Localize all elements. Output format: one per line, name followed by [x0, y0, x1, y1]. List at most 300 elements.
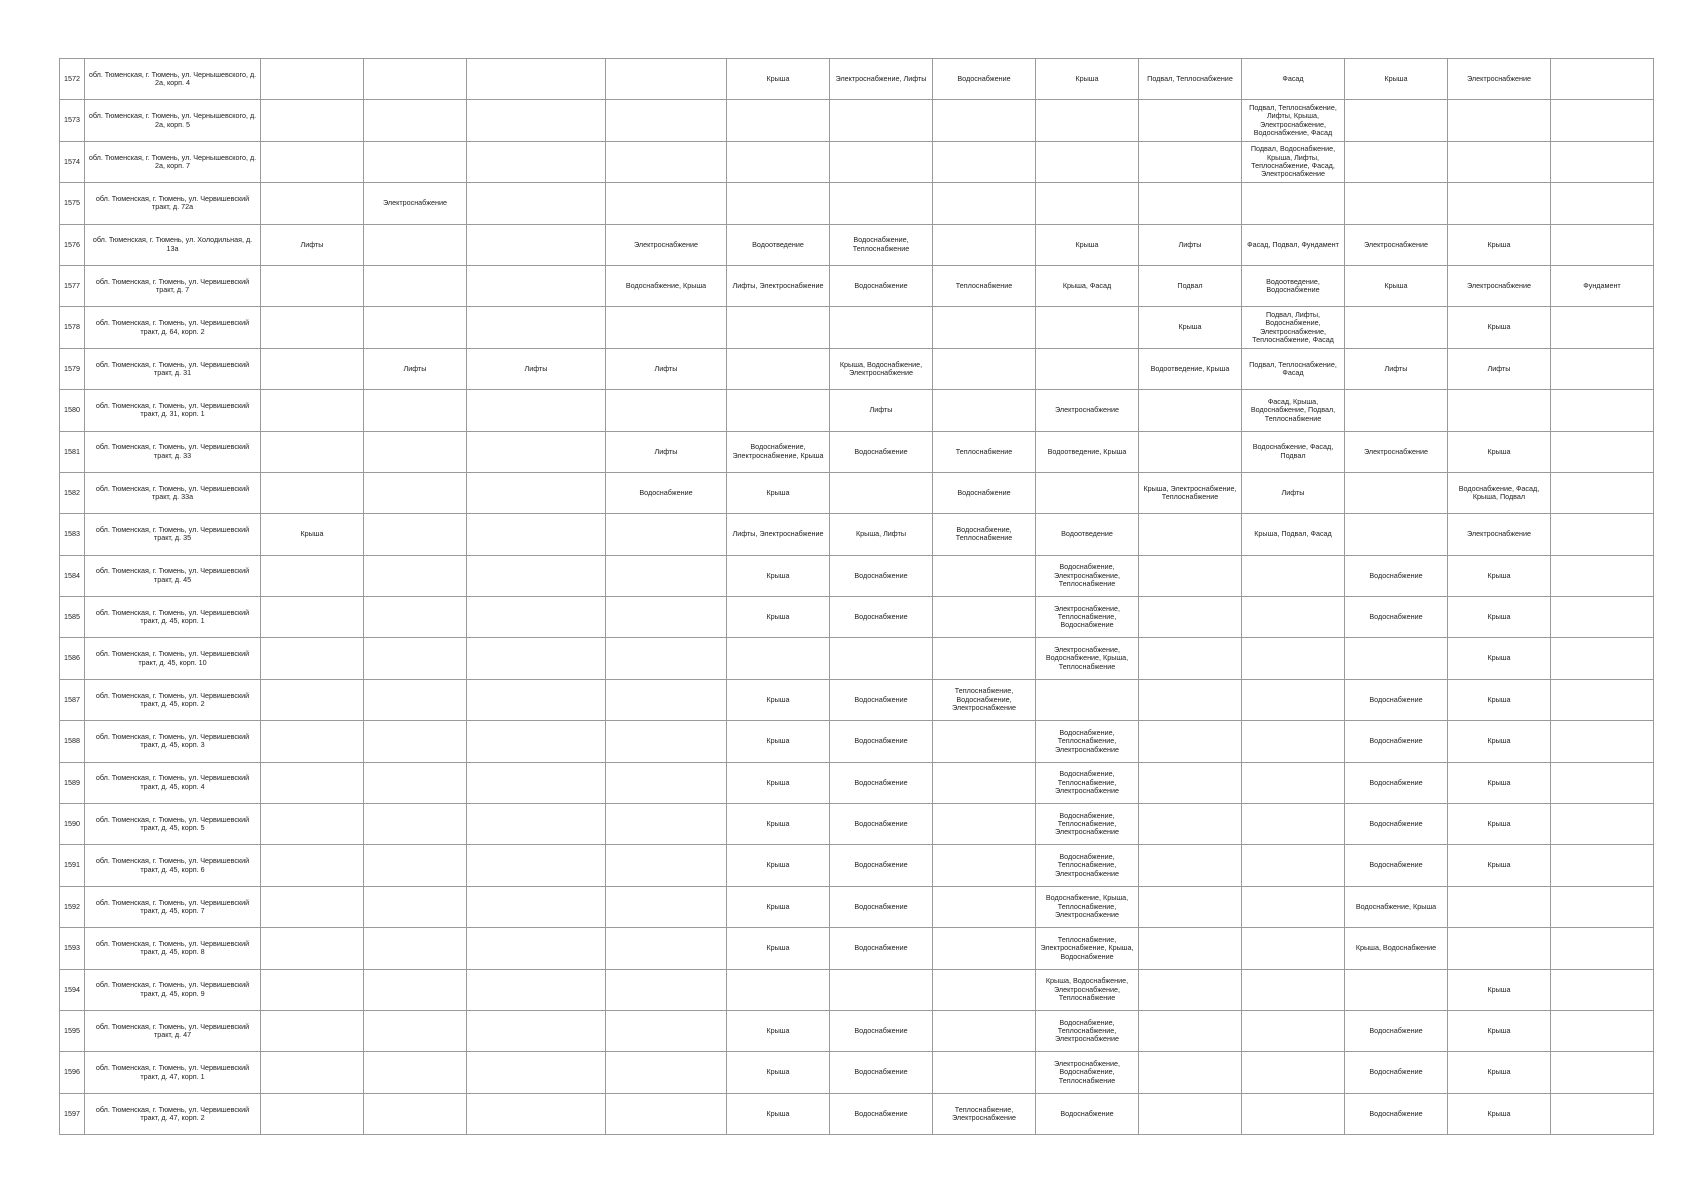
works-cell: Теплоснабжение, Электроснабжение — [933, 1093, 1036, 1134]
works-cell — [261, 59, 364, 100]
works-cell — [1551, 224, 1654, 265]
row-number-cell: 1597 — [60, 1093, 85, 1134]
works-cell — [1242, 886, 1345, 927]
works-cell — [727, 348, 830, 389]
works-cell — [727, 638, 830, 679]
works-cell — [1139, 183, 1242, 224]
works-cell: Водоснабжение — [830, 1052, 933, 1093]
row-number-cell: 1594 — [60, 969, 85, 1010]
works-cell — [1242, 555, 1345, 596]
works-cell — [261, 555, 364, 596]
works-cell — [606, 804, 727, 845]
works-cell — [727, 390, 830, 431]
works-cell — [364, 928, 467, 969]
works-cell — [1242, 183, 1345, 224]
works-cell — [261, 969, 364, 1010]
table-row — [60, 1093, 1654, 1134]
works-cell — [1139, 141, 1242, 182]
address-cell: обл. Тюменская, г. Тюмень, ул. Червишевский тракт, д. 33 — [85, 431, 261, 472]
works-cell: Фундамент — [1551, 265, 1654, 306]
address-cell: обл. Тюменская, г. Тюмень, ул. Червишевский тракт, д. 45, корп. 1 — [85, 597, 261, 638]
row-number-cell: 1576 — [60, 224, 85, 265]
works-cell — [467, 597, 606, 638]
works-cell: Электроснабжение — [1448, 265, 1551, 306]
works-cell — [364, 390, 467, 431]
works-cell: Водоснабжение — [933, 472, 1036, 513]
works-cell — [830, 638, 933, 679]
works-cell — [606, 100, 727, 141]
works-cell — [1448, 390, 1551, 431]
works-cell — [1551, 141, 1654, 182]
works-cell — [727, 183, 830, 224]
works-cell: Электроснабжение — [606, 224, 727, 265]
table-row — [60, 1010, 1654, 1051]
works-cell — [364, 721, 467, 762]
works-cell — [1551, 721, 1654, 762]
works-cell: Лифты — [1139, 224, 1242, 265]
works-cell: Крыша — [727, 886, 830, 927]
works-cell: Лифты — [1242, 472, 1345, 513]
works-cell — [606, 597, 727, 638]
table-row — [60, 886, 1654, 927]
address-cell: обл. Тюменская, г. Тюмень, ул. Чернышевского, д. 2а, корп. 5 — [85, 100, 261, 141]
works-cell: Теплоснабжение — [933, 265, 1036, 306]
works-cell: Теплоснабжение, Электроснабжение, Крыша, Водоснабжение — [1036, 928, 1139, 969]
works-cell: Крыша — [1036, 224, 1139, 265]
works-cell — [1551, 638, 1654, 679]
address-cell: обл. Тюменская, г. Тюмень, ул. Чернышевского, д. 2а, корп. 7 — [85, 141, 261, 182]
works-cell — [467, 1010, 606, 1051]
works-cell: Водоснабжение — [830, 845, 933, 886]
works-cell: Водоснабжение — [830, 265, 933, 306]
works-cell — [467, 183, 606, 224]
works-cell: Крыша — [727, 928, 830, 969]
works-cell — [933, 886, 1036, 927]
works-cell — [606, 307, 727, 348]
works-cell — [467, 265, 606, 306]
works-cell — [606, 969, 727, 1010]
works-cell: Теплоснабжение — [933, 431, 1036, 472]
works-cell — [1242, 762, 1345, 803]
works-cell — [727, 969, 830, 1010]
works-cell: Крыша — [727, 721, 830, 762]
works-cell — [1139, 1093, 1242, 1134]
table-body — [60, 59, 1654, 1135]
works-cell — [261, 762, 364, 803]
works-cell: Лифты, Электроснабжение — [727, 265, 830, 306]
works-cell — [933, 141, 1036, 182]
works-cell: Крыша, Подвал, Фасад — [1242, 514, 1345, 555]
works-cell: Водоотведение, Крыша — [1139, 348, 1242, 389]
address-cell: обл. Тюменская, г. Тюмень, ул. Червишевский тракт, д. 45 — [85, 555, 261, 596]
works-cell: Крыша, Лифты — [830, 514, 933, 555]
works-cell — [1242, 969, 1345, 1010]
works-cell: Водоснабжение, Теплоснабжение, Электроснабжение — [1036, 1010, 1139, 1051]
works-cell — [933, 390, 1036, 431]
works-cell — [467, 141, 606, 182]
works-cell — [364, 431, 467, 472]
works-cell — [606, 845, 727, 886]
works-cell: Крыша, Фасад — [1036, 265, 1139, 306]
works-cell: Крыша — [1139, 307, 1242, 348]
works-cell: Лифты — [606, 348, 727, 389]
works-cell: Крыша — [1448, 1093, 1551, 1134]
address-cell: обл. Тюменская, г. Тюмень, ул. Червишевский тракт, д. 45, корп. 7 — [85, 886, 261, 927]
row-number-cell: 1595 — [60, 1010, 85, 1051]
works-cell: Водоснабжение — [830, 928, 933, 969]
row-number-cell: 1575 — [60, 183, 85, 224]
address-cell: обл. Тюменская, г. Тюмень, ул. Червишевский тракт, д. 31, корп. 1 — [85, 390, 261, 431]
row-number-cell: 1584 — [60, 555, 85, 596]
works-cell: Крыша — [727, 472, 830, 513]
works-cell: Водоснабжение — [1345, 762, 1448, 803]
works-cell — [467, 638, 606, 679]
works-cell: Лифты — [1448, 348, 1551, 389]
works-cell: Водоснабжение — [1345, 721, 1448, 762]
works-cell: Водоснабжение — [1036, 1093, 1139, 1134]
table-row — [60, 472, 1654, 513]
works-cell: Крыша — [1448, 804, 1551, 845]
works-cell: Крыша, Электроснабжение, Теплоснабжение — [1139, 472, 1242, 513]
address-cell: обл. Тюменская, г. Тюмень, ул. Червишевский тракт, д. 45, корп. 4 — [85, 762, 261, 803]
works-cell — [1242, 1010, 1345, 1051]
works-cell — [606, 390, 727, 431]
works-cell: Электроснабжение, Теплоснабжение, Водоснабжение — [1036, 597, 1139, 638]
row-number-cell: 1580 — [60, 390, 85, 431]
works-cell — [261, 265, 364, 306]
works-cell — [1448, 183, 1551, 224]
works-cell — [1036, 472, 1139, 513]
works-cell: Подвал, Теплоснабжение, Лифты, Крыша, Электроснабжение, Водоснабжение, Фасад — [1242, 100, 1345, 141]
works-cell — [467, 555, 606, 596]
works-cell: Крыша — [1448, 638, 1551, 679]
works-cell: Электроснабжение, Водоснабжение, Крыша, Теплоснабжение — [1036, 638, 1139, 679]
works-cell — [467, 721, 606, 762]
works-cell: Подвал, Водоснабжение, Крыша, Лифты, Теплоснабжение, Фасад, Электроснабжение — [1242, 141, 1345, 182]
works-cell — [830, 183, 933, 224]
table-row — [60, 969, 1654, 1010]
works-cell: Водоснабжение — [1345, 1052, 1448, 1093]
works-cell — [261, 679, 364, 720]
works-cell — [1551, 762, 1654, 803]
row-number-cell: 1587 — [60, 679, 85, 720]
works-cell — [261, 886, 364, 927]
works-cell — [467, 886, 606, 927]
works-cell — [830, 472, 933, 513]
works-cell: Лифты — [606, 431, 727, 472]
works-cell — [1139, 390, 1242, 431]
works-cell — [1448, 100, 1551, 141]
address-cell: обл. Тюменская, г. Тюмень, ул. Червишевский тракт, д. 47, корп. 2 — [85, 1093, 261, 1134]
works-cell — [933, 638, 1036, 679]
address-cell: обл. Тюменская, г. Тюмень, ул. Червишевский тракт, д. 45, корп. 9 — [85, 969, 261, 1010]
works-cell — [1242, 1052, 1345, 1093]
works-cell — [1345, 969, 1448, 1010]
works-cell — [1345, 141, 1448, 182]
works-cell — [1139, 969, 1242, 1010]
works-cell — [364, 307, 467, 348]
works-cell: Водоснабжение, Крыша, Теплоснабжение, Электроснабжение — [1036, 886, 1139, 927]
works-cell — [1139, 514, 1242, 555]
works-cell: Водоснабжение, Фасад, Подвал — [1242, 431, 1345, 472]
works-cell: Крыша — [261, 514, 364, 555]
table-row — [60, 265, 1654, 306]
works-cell — [467, 390, 606, 431]
works-cell — [364, 638, 467, 679]
table-row — [60, 597, 1654, 638]
works-cell: Водоснабжение, Электроснабжение, Теплоснабжение — [1036, 555, 1139, 596]
address-cell: обл. Тюменская, г. Тюмень, ул. Червишевский тракт, д. 45, корп. 8 — [85, 928, 261, 969]
works-cell: Подвал, Теплоснабжение — [1139, 59, 1242, 100]
works-cell — [1242, 679, 1345, 720]
works-cell: Крыша — [1448, 224, 1551, 265]
works-cell: Лифты, Электроснабжение — [727, 514, 830, 555]
works-schedule-table — [59, 58, 1654, 1135]
works-cell — [830, 969, 933, 1010]
table-row — [60, 514, 1654, 555]
works-cell — [1036, 307, 1139, 348]
works-cell: Крыша — [1448, 431, 1551, 472]
address-cell: обл. Тюменская, г. Тюмень, ул. Червишевский тракт, д. 7 — [85, 265, 261, 306]
works-cell — [364, 59, 467, 100]
row-number-cell: 1586 — [60, 638, 85, 679]
works-cell — [933, 928, 1036, 969]
works-cell — [1036, 100, 1139, 141]
works-cell: Крыша — [727, 59, 830, 100]
works-cell — [364, 969, 467, 1010]
works-cell: Электроснабжение — [1345, 431, 1448, 472]
works-cell: Водоотведение — [727, 224, 830, 265]
works-cell — [1345, 183, 1448, 224]
address-cell: обл. Тюменская, г. Тюмень, ул. Червишевский тракт, д. 72а — [85, 183, 261, 224]
works-cell — [933, 100, 1036, 141]
works-cell: Фасад — [1242, 59, 1345, 100]
row-number-cell: 1581 — [60, 431, 85, 472]
table-row — [60, 555, 1654, 596]
works-cell — [467, 514, 606, 555]
works-cell — [1139, 679, 1242, 720]
works-cell — [467, 845, 606, 886]
table-row — [60, 762, 1654, 803]
address-cell: обл. Тюменская, г. Тюмень, ул. Червишевский тракт, д. 45, корп. 10 — [85, 638, 261, 679]
works-cell: Водоснабжение — [1345, 679, 1448, 720]
works-cell: Крыша — [1448, 721, 1551, 762]
works-cell — [1551, 1010, 1654, 1051]
row-number-cell: 1593 — [60, 928, 85, 969]
works-cell — [467, 1093, 606, 1134]
works-cell — [1242, 928, 1345, 969]
works-cell: Крыша, Водоснабжение — [1345, 928, 1448, 969]
works-cell: Водоснабжение — [830, 555, 933, 596]
works-cell — [830, 100, 933, 141]
works-cell: Подвал, Теплоснабжение, Фасад — [1242, 348, 1345, 389]
works-cell — [933, 721, 1036, 762]
works-cell — [1551, 804, 1654, 845]
works-cell — [1551, 390, 1654, 431]
works-cell: Электроснабжение, Водоснабжение, Теплоснабжение — [1036, 1052, 1139, 1093]
works-cell: Крыша, Водоснабжение, Электроснабжение, Теплоснабжение — [1036, 969, 1139, 1010]
works-cell — [364, 514, 467, 555]
works-cell: Водоснабжение — [830, 804, 933, 845]
works-cell — [364, 1093, 467, 1134]
row-number-cell: 1572 — [60, 59, 85, 100]
works-cell: Водоснабжение, Электроснабжение, Крыша — [727, 431, 830, 472]
address-cell: обл. Тюменская, г. Тюмень, ул. Холодильная, д. 13а — [85, 224, 261, 265]
works-cell — [1448, 886, 1551, 927]
table-row — [60, 638, 1654, 679]
works-cell: Крыша — [727, 555, 830, 596]
works-cell — [727, 307, 830, 348]
row-number-cell: 1585 — [60, 597, 85, 638]
row-number-cell: 1590 — [60, 804, 85, 845]
works-cell — [1345, 514, 1448, 555]
works-cell: Крыша — [727, 1010, 830, 1051]
works-cell — [1036, 183, 1139, 224]
works-cell: Крыша — [1036, 59, 1139, 100]
works-cell — [261, 597, 364, 638]
works-cell — [1139, 555, 1242, 596]
works-cell: Крыша — [1448, 1010, 1551, 1051]
works-cell — [830, 141, 933, 182]
works-cell — [1242, 845, 1345, 886]
works-cell — [467, 928, 606, 969]
works-cell: Водоснабжение, Теплоснабжение — [933, 514, 1036, 555]
works-cell — [1448, 928, 1551, 969]
table-row — [60, 804, 1654, 845]
address-cell: обл. Тюменская, г. Тюмень, ул. Червишевский тракт, д. 47 — [85, 1010, 261, 1051]
works-cell — [1139, 1052, 1242, 1093]
row-number-cell: 1574 — [60, 141, 85, 182]
works-cell — [261, 141, 364, 182]
works-cell: Водоснабжение — [1345, 555, 1448, 596]
works-cell — [606, 1010, 727, 1051]
works-cell — [467, 762, 606, 803]
works-cell — [364, 1052, 467, 1093]
works-cell — [1551, 348, 1654, 389]
table-row — [60, 348, 1654, 389]
works-cell: Водоснабжение — [830, 679, 933, 720]
works-cell — [1551, 100, 1654, 141]
works-cell: Водоснабжение — [830, 886, 933, 927]
row-number-cell: 1583 — [60, 514, 85, 555]
works-cell — [467, 307, 606, 348]
works-cell — [1551, 431, 1654, 472]
works-cell — [1036, 348, 1139, 389]
works-cell — [1036, 141, 1139, 182]
works-cell: Водоснабжение — [606, 472, 727, 513]
works-cell: Водоснабжение — [933, 59, 1036, 100]
works-cell — [1551, 59, 1654, 100]
works-cell — [1551, 1052, 1654, 1093]
works-cell — [467, 969, 606, 1010]
address-cell: обл. Тюменская, г. Тюмень, ул. Червишевский тракт, д. 33а — [85, 472, 261, 513]
works-cell — [1448, 141, 1551, 182]
works-cell: Водоснабжение, Теплоснабжение, Электроснабжение — [1036, 721, 1139, 762]
works-cell — [606, 762, 727, 803]
works-cell: Водоснабжение — [830, 597, 933, 638]
works-cell: Электроснабжение — [364, 183, 467, 224]
works-cell: Крыша — [727, 845, 830, 886]
works-cell: Крыша — [1448, 307, 1551, 348]
works-cell — [261, 845, 364, 886]
works-cell: Водоснабжение — [1345, 804, 1448, 845]
works-cell: Крыша — [727, 762, 830, 803]
works-cell — [364, 265, 467, 306]
address-cell: обл. Тюменская, г. Тюмень, ул. Червишевский тракт, д. 31 — [85, 348, 261, 389]
works-cell — [606, 183, 727, 224]
works-cell — [1139, 762, 1242, 803]
works-cell — [261, 1093, 364, 1134]
works-cell: Водоснабжение, Теплоснабжение — [830, 224, 933, 265]
works-cell — [933, 307, 1036, 348]
works-cell — [467, 1052, 606, 1093]
works-cell — [1242, 597, 1345, 638]
works-cell — [1139, 597, 1242, 638]
works-cell — [364, 804, 467, 845]
works-cell — [1139, 804, 1242, 845]
works-cell — [1551, 472, 1654, 513]
table-row — [60, 928, 1654, 969]
works-cell: Водоснабжение, Теплоснабжение, Электроснабжение — [1036, 804, 1139, 845]
works-cell — [1345, 100, 1448, 141]
row-number-cell: 1577 — [60, 265, 85, 306]
works-cell — [364, 845, 467, 886]
works-cell: Водоотведение, Водоснабжение — [1242, 265, 1345, 306]
row-number-cell: 1589 — [60, 762, 85, 803]
works-cell: Электроснабжение, Лифты — [830, 59, 933, 100]
works-cell — [1551, 679, 1654, 720]
works-cell — [1345, 390, 1448, 431]
works-cell: Электроснабжение — [1448, 514, 1551, 555]
works-cell — [933, 224, 1036, 265]
works-cell: Подвал — [1139, 265, 1242, 306]
table-row — [60, 390, 1654, 431]
works-cell: Водоснабжение, Теплоснабжение, Электроснабжение — [1036, 762, 1139, 803]
works-cell: Водоснабжение, Крыша — [606, 265, 727, 306]
works-cell: Водоснабжение — [830, 1010, 933, 1051]
row-number-cell: 1592 — [60, 886, 85, 927]
works-cell — [364, 762, 467, 803]
works-cell — [1242, 804, 1345, 845]
works-cell — [467, 804, 606, 845]
works-cell — [364, 886, 467, 927]
row-number-cell: 1573 — [60, 100, 85, 141]
works-cell — [261, 638, 364, 679]
works-cell: Лифты — [830, 390, 933, 431]
row-number-cell: 1596 — [60, 1052, 85, 1093]
works-cell: Водоотведение, Крыша — [1036, 431, 1139, 472]
works-cell — [1036, 679, 1139, 720]
works-cell — [727, 141, 830, 182]
works-cell: Водоотведение — [1036, 514, 1139, 555]
works-cell — [261, 183, 364, 224]
works-cell — [606, 679, 727, 720]
works-cell — [933, 969, 1036, 1010]
works-cell: Водоснабжение — [1345, 845, 1448, 886]
works-cell — [467, 224, 606, 265]
works-cell — [1139, 100, 1242, 141]
works-cell — [1139, 638, 1242, 679]
works-cell — [606, 1093, 727, 1134]
works-cell: Водоснабжение — [1345, 597, 1448, 638]
works-cell — [364, 472, 467, 513]
works-cell: Водоснабжение, Теплоснабжение, Электроснабжение — [1036, 845, 1139, 886]
works-cell — [606, 141, 727, 182]
works-cell — [1551, 307, 1654, 348]
address-cell: обл. Тюменская, г. Тюмень, ул. Червишевский тракт, д. 45, корп. 5 — [85, 804, 261, 845]
works-cell: Крыша — [1448, 597, 1551, 638]
works-cell — [364, 100, 467, 141]
